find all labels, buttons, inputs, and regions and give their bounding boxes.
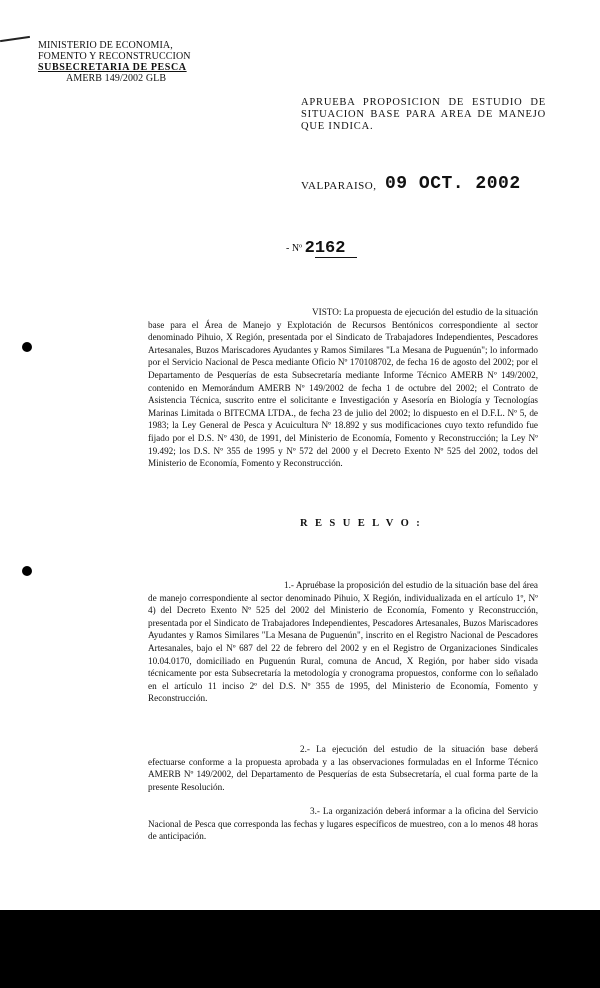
corner-mark [0, 36, 30, 42]
subsecretaria-line: SUBSECRETARIA DE PESCA [38, 62, 187, 73]
paragraph-2-text: 2.- La ejecución del estudio de la situación base deberá efectuarse conforme a la propuesta aprobada y a las observaciones formuladas en el Informe Técnico AMERB Nº 149/2002, del Departamento de Pesquerías de esta Subsecretaría, el cual forma parte de la presente Resolución. [148, 744, 538, 792]
visto-text: La propuesta de ejecución del estudio de la situación base para el Área de Manejo y Explotación de Recursos Bentónicos correspondiente al sector denominado Pihuio, X Región, presentada por el Sindicato de Trabajadores Independientes, Pescadores Artesanales, Buzos Mariscadores Ayudantes y Ramos Similares "La Mesana de Puguenún"; lo informado por el Servicio Nacional de Pesca mediante Oficio Nº 170108702, de fecha 16 de agosto del 2002; por el Departamento de Pesquerías de esta Subsecretaría mediante Informe Técnico AMERB Nº 149/2002, contenido en Memorándum AMERB Nº 149/2002 de fecha 1 de octubre del 2002; el Contrato de Asistencia Técnica, suscrito entre el solicitante e Investigación y Asesoría en Biología y Tecnologías Marinas Limitada o BITECMA LTDA., de fecha 23 de julio del 2002; lo dispuesto en el D.F.L. Nº 5, de 1983; la Ley General de Pesca y Acuicultura Nº 18.892 y sus modificaciones cuyo texto refundido fue fijado por el D.S. Nº 430, de 1991, del Ministerio de Economía, Fomento y Reconstrucción; la Ley Nº 19.492; los D.S. Nº 355 de 1995 y Nº 572 del 2000 y el Decreto Exento Nº 525 del 2002, todos del Ministerio de Economía, Fomento y Reconstrucción. [148, 307, 539, 469]
binder-hole-bottom [22, 566, 32, 576]
letterhead [38, 40, 191, 84]
scan-bottom-edge [0, 910, 600, 988]
date-stamp: 09 OCT. 2002 [385, 174, 521, 194]
binder-hole-top [22, 342, 32, 352]
resolution-number [286, 238, 345, 257]
ministry-line-2: FOMENTO Y RECONSTRUCCION [38, 51, 191, 62]
visto-label: VISTO: [312, 307, 342, 317]
ministry-line-1: MINISTERIO DE ECONOMIA, [38, 40, 173, 51]
resolution-paragraph-3 [148, 805, 538, 843]
resolution-paragraph-2 [148, 743, 538, 793]
place-label: VALPARAISO, [301, 180, 377, 192]
number-prefix: - Nº [286, 243, 303, 254]
resolution-paragraph-1 [148, 579, 538, 705]
resuelvo-heading: R E S U E L V O : [300, 518, 423, 529]
reference-code: AMERB 149/2002 GLB [66, 73, 167, 84]
paragraph-3-text: 3.- La organización deberá informar a la oficina del Servicio Nacional de Pesca que corresponda las fechas y lugares específicos de muestreo, con a lo menos 48 horas de anticipación. [148, 806, 538, 842]
number-underline [315, 257, 357, 258]
subject-heading: APRUEBA PROPOSICION DE ESTUDIO DE SITUACION BASE PARA AREA DE MANEJO QUE INDICA. [301, 97, 546, 132]
visto-paragraph [148, 306, 538, 470]
number-value: 2162 [304, 239, 346, 258]
paragraph-1-text: 1.- Apruébase la proposición del estudio de la situación base del área de manejo correspondiente al sector denominado Pihuio, X Región, individualizada en el artículo 1º, Nº 4) del Decreto Exento Nº 525 del 2002 del Ministerio de Economía, Fomento y Reconstrucción, presentada por el Sindicato de Trabajadores Independientes, Pescadores Artesanales, Buzos Mariscadores Ayudantes y Ramos Similares "La Mesana de Puguenún", inscrito en el Registro Nacional de Pescadores Artesanales, bajo el Nº 687 del 22 de febrero del 2002 y en el Registro de Organizaciones Sindicales 10.04.0170, domiciliado en Puguenún Rural, comuna de Ancud, X Región, por haber sido visada técnicamente por esta Subsecretaría la metodología y cronograma propuestos, conforme con lo señalado en el artículo 11 inciso 2º del D.S. Nº 355 de 1995, del Ministerio de Economía, Fomento y Reconstrucción. [148, 580, 538, 704]
